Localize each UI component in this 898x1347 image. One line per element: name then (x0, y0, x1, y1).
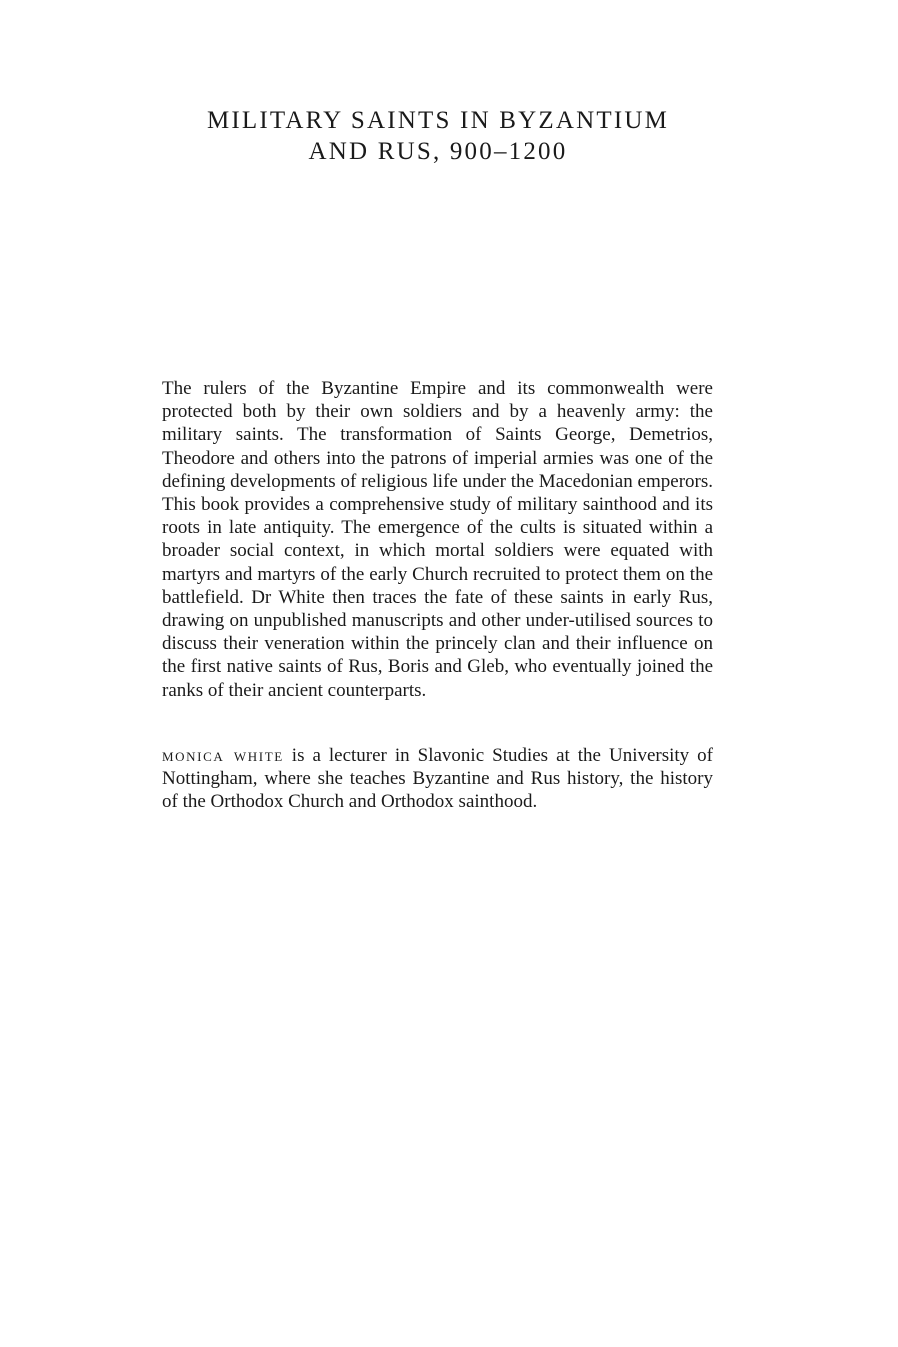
page-title (0, 105, 876, 167)
author-bio-text: is a lecturer in Slavonic Studies at the University of Nottingham, where she teaches Byzantine and Rus history, the history of the Orthodox Church and Orthodox sainthood. (162, 745, 713, 813)
title-line-2: AND RUS, 900–1200 (308, 138, 568, 165)
author-name: monica white (162, 745, 284, 766)
book-description: The rulers of the Byzantine Empire and its commonwealth were protected both by their own soldiers and by a heavenly army: the military saints. The transformation of Saints George, Demetrios, Theodore and others into the patrons of imperial armies was one of the defining developments of religious life under the Macedonian emperors. This book provides a comprehensive study of military sainthood and its roots in late antiquity. The emergence of the cults is situated within a broader social context, in which mortal soldiers were equated with martyrs and martyrs of the early Church recruited to protect them on the battlefield. Dr White then traces the fate of these saints in early Rus, drawing on unpublished manuscripts and other under-utilised sources to discuss their veneration within the princely clan and their influence on the first native saints of Rus, Boris and Gleb, who eventually joined the ranks of their ancient counterparts. (162, 378, 713, 701)
title-line-1: MILITARY SAINTS IN BYZANTIUM (206, 107, 670, 134)
author-bio (162, 744, 713, 814)
